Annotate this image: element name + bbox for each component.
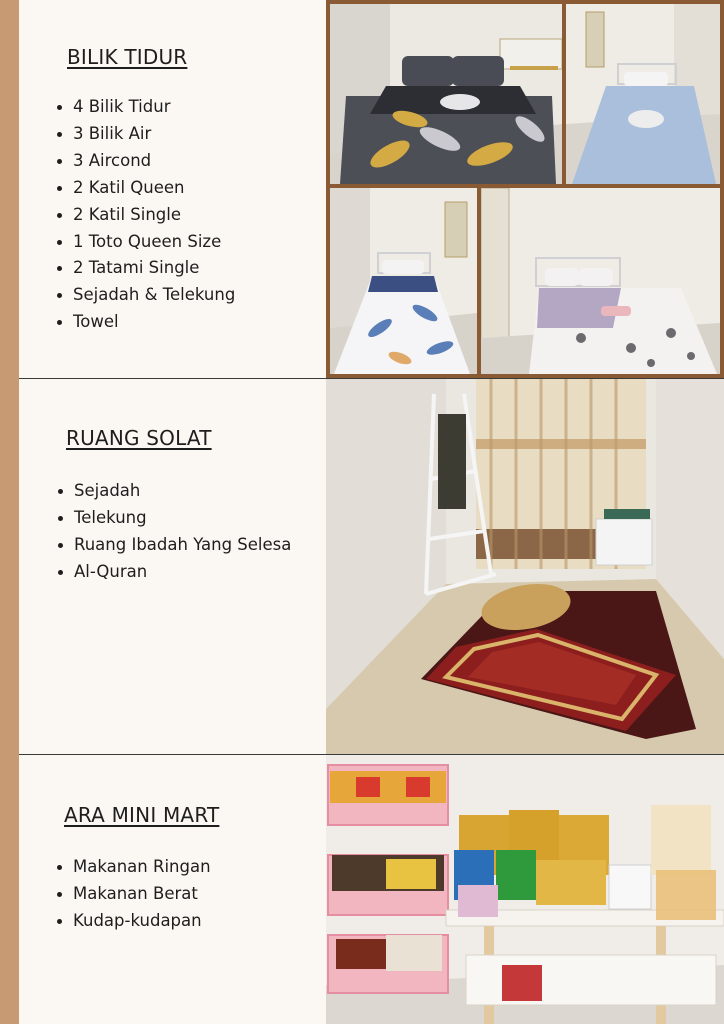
bilik-tidur-text <box>19 0 326 378</box>
list-item: Kudap-kudapan <box>56 908 211 935</box>
bedroom-photo-collage <box>326 0 724 378</box>
list-item: 2 Katil Single <box>56 202 235 229</box>
ara-mini-mart-heading: ARA MINI MART <box>64 803 220 827</box>
list-item: Makanan Berat <box>56 881 211 908</box>
bilik-tidur-heading: BILIK TIDUR <box>67 45 188 69</box>
list-item: 1 Toto Queen Size <box>56 229 235 256</box>
ara-mini-mart-list <box>56 854 211 935</box>
list-item: 3 Bilik Air <box>56 121 235 148</box>
bilik-tidur-section <box>19 0 724 378</box>
left-accent-strip <box>0 0 19 1024</box>
ara-mini-mart-section <box>19 755 724 1024</box>
list-item: Sejadah & Telekung <box>56 282 235 309</box>
mini-mart-photo <box>326 755 724 1024</box>
list-item: Towel <box>56 309 235 336</box>
ara-mini-mart-text <box>19 755 326 1024</box>
list-item: 2 Tatami Single <box>56 255 235 282</box>
list-item: Al-Quran <box>57 559 291 586</box>
list-item: Ruang Ibadah Yang Selesa <box>57 532 291 559</box>
bilik-tidur-list <box>56 94 235 336</box>
ruang-solat-list <box>57 478 291 586</box>
ruang-solat-heading: RUANG SOLAT <box>66 426 212 450</box>
bedroom-photo-single-bed-blue <box>566 4 720 184</box>
ruang-solat-text <box>19 379 326 754</box>
list-item: 3 Aircond <box>56 148 235 175</box>
list-item: Telekung <box>57 505 291 532</box>
prayer-room-photo <box>326 379 724 754</box>
ruang-solat-section <box>19 379 724 754</box>
bedroom-photo-floral-bed <box>481 188 720 374</box>
list-item: Sejadah <box>57 478 291 505</box>
bedroom-photo-single-bed-leaf <box>330 188 477 374</box>
list-item: 4 Bilik Tidur <box>56 94 235 121</box>
list-item: Makanan Ringan <box>56 854 211 881</box>
list-item: 2 Katil Queen <box>56 175 235 202</box>
bedroom-photo-queen-bed <box>330 4 562 184</box>
